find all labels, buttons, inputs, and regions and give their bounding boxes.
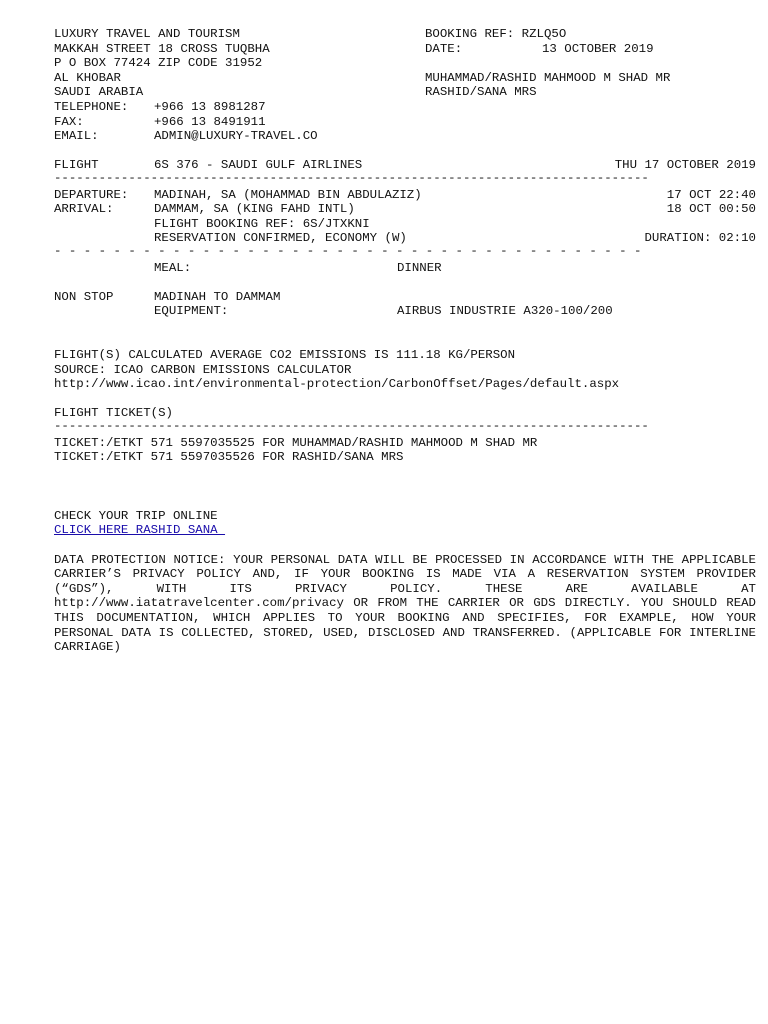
agency-address-2: P O BOX 77424 ZIP CODE 31952 xyxy=(54,56,263,71)
equipment-value: AIRBUS INDUSTRIE A320-100/200 xyxy=(397,304,613,319)
tickets-heading: FLIGHT TICKET(S) xyxy=(54,406,173,421)
flight-number: 6S 376 - SAUDI GULF AIRLINES xyxy=(154,158,363,173)
header-row-2 xyxy=(54,42,756,57)
booking-date: 13 OCTOBER 2019 xyxy=(542,41,654,56)
arrival-line xyxy=(54,202,756,217)
telephone-label: TELEPHONE: xyxy=(54,99,129,114)
booking-ref-line xyxy=(425,27,756,42)
booking-ref: RZLQ5O xyxy=(521,27,567,41)
departure-time: 17 OCT 22:40 xyxy=(666,187,756,202)
booking-date-label: DATE: xyxy=(425,41,463,56)
check-trip-heading: CHECK YOUR TRIP ONLINE xyxy=(54,508,218,523)
telephone-line xyxy=(54,100,756,115)
meal-label: MEAL: xyxy=(154,260,192,275)
passenger-2: RASHID/SANA MRS xyxy=(425,85,537,100)
arrival-label: ARRIVAL: xyxy=(54,202,114,217)
flight-duration: DURATION: 02:10 xyxy=(644,231,756,246)
flight-label: FLIGHT xyxy=(54,158,99,173)
emissions-url: http://www.icao.int/environmental-protection/CarbonOffset/Pages/default.aspx xyxy=(54,377,620,392)
header-row-4 xyxy=(54,71,756,86)
solid-rule-1: -------------------------------------------------------------------------------- xyxy=(54,172,649,185)
arrival-time: 18 OCT 00:50 xyxy=(666,202,756,217)
route-value: MADINAH TO DAMMAM xyxy=(154,289,281,304)
solid-rule-2: -------------------------------------------------------------------------------- xyxy=(54,421,649,434)
departure-label: DEPARTURE: xyxy=(54,187,129,202)
ticket-1: TICKET:/ETKT 571 5597035525 FOR MUHAMMAD/RASHID MAHMOOD M SHAD MR xyxy=(54,435,538,450)
reservation-line xyxy=(54,231,756,246)
emissions-line-1: FLIGHT(S) CALCULATED AVERAGE CO2 EMISSIONS IS 111.18 KG/PERSON xyxy=(54,348,516,363)
header-row-1 xyxy=(54,27,756,42)
reservation-status: RESERVATION CONFIRMED, ECONOMY (W) xyxy=(154,231,407,246)
equipment-label: EQUIPMENT: xyxy=(154,304,229,319)
passenger-1: MUHAMMAD/RASHID MAHMOOD M SHAD MR xyxy=(425,70,671,85)
check-trip-link-row xyxy=(54,523,756,538)
header-row-3 xyxy=(54,56,756,71)
flight-date: THU 17 OCTOBER 2019 xyxy=(614,158,756,173)
agency-country: SAUDI ARABIA xyxy=(54,85,144,100)
route-line xyxy=(54,290,756,305)
departure-line xyxy=(54,188,756,203)
flight-booking-ref: FLIGHT BOOKING REF: 6S/JTXKNI xyxy=(154,216,370,231)
booking-ref-label: BOOKING REF: xyxy=(425,27,515,41)
departure-value: MADINAH, SA (MOHAMMAD BIN ABDULAZIZ) xyxy=(154,187,422,202)
data-protection-notice: DATA PROTECTION NOTICE: YOUR PERSONAL DATA WILL BE PROCESSED IN ACCORDANCE WITH THE APPLICABLE CARRIER’S PRIVACY POLICY AND, IF YOUR BOOKING IS MADE VIA A RESERVATION SYSTEM PROVIDER (“GDS”), WITH ITS PRIVACY POLICY. THESE ARE AVAILABLE AT http://www.iatatravelcenter.com/privacy OR FROM THE CARRIER OR GDS DIRECTLY. YOU SHOULD READ THIS DOCUMENTATION, WHICH APPLIES TO YOUR BOOKING AND SPECIFIES, FOR EXAMPLE, HOW YOUR PERSONAL DATA IS COLLECTED, STORED, USED, DISCLOSED AND TRANSFERRED. (APPLICABLE FOR INTERLINE CARRIAGE) xyxy=(54,552,756,655)
meal-line xyxy=(54,261,756,276)
ticket-2: TICKET:/ETKT 571 5597035526 FOR RASHID/SANA MRS xyxy=(54,450,404,465)
check-trip-link[interactable]: CLICK HERE RASHID SANA xyxy=(54,523,226,538)
agency-name: LUXURY TRAVEL AND TOURISM xyxy=(54,27,240,41)
agency-city: AL KHOBAR xyxy=(54,70,121,85)
fax-value: +966 13 8491911 xyxy=(154,114,266,129)
non-stop-label: NON STOP xyxy=(54,289,114,304)
equipment-line xyxy=(54,304,756,319)
emissions-source: SOURCE: ICAO CARBON EMISSIONS CALCULATOR xyxy=(54,362,352,377)
booking-date-line xyxy=(425,42,756,57)
agency-address-1: MAKKAH STREET 18 CROSS TUQBHA xyxy=(54,41,270,56)
arrival-value: DAMMAM, SA (KING FAHD INTL) xyxy=(154,202,355,217)
header-row-5 xyxy=(54,85,756,100)
email-line xyxy=(54,129,756,144)
telephone-value: +966 13 8981287 xyxy=(154,99,266,114)
itinerary-document xyxy=(54,27,756,655)
email-value: ADMIN@LUXURY-TRAVEL.CO xyxy=(154,129,318,144)
meal-value: DINNER xyxy=(397,260,442,275)
email-label: EMAIL: xyxy=(54,129,99,144)
flight-booking-ref-line xyxy=(54,217,756,232)
fax-label: FAX: xyxy=(54,114,84,129)
flight-header xyxy=(54,158,756,173)
dashed-rule: - - - - - - - - - - - - - - - - - - - - - - - - - - - - - - - - - - - - - - - - xyxy=(54,245,642,258)
fax-line xyxy=(54,115,756,130)
